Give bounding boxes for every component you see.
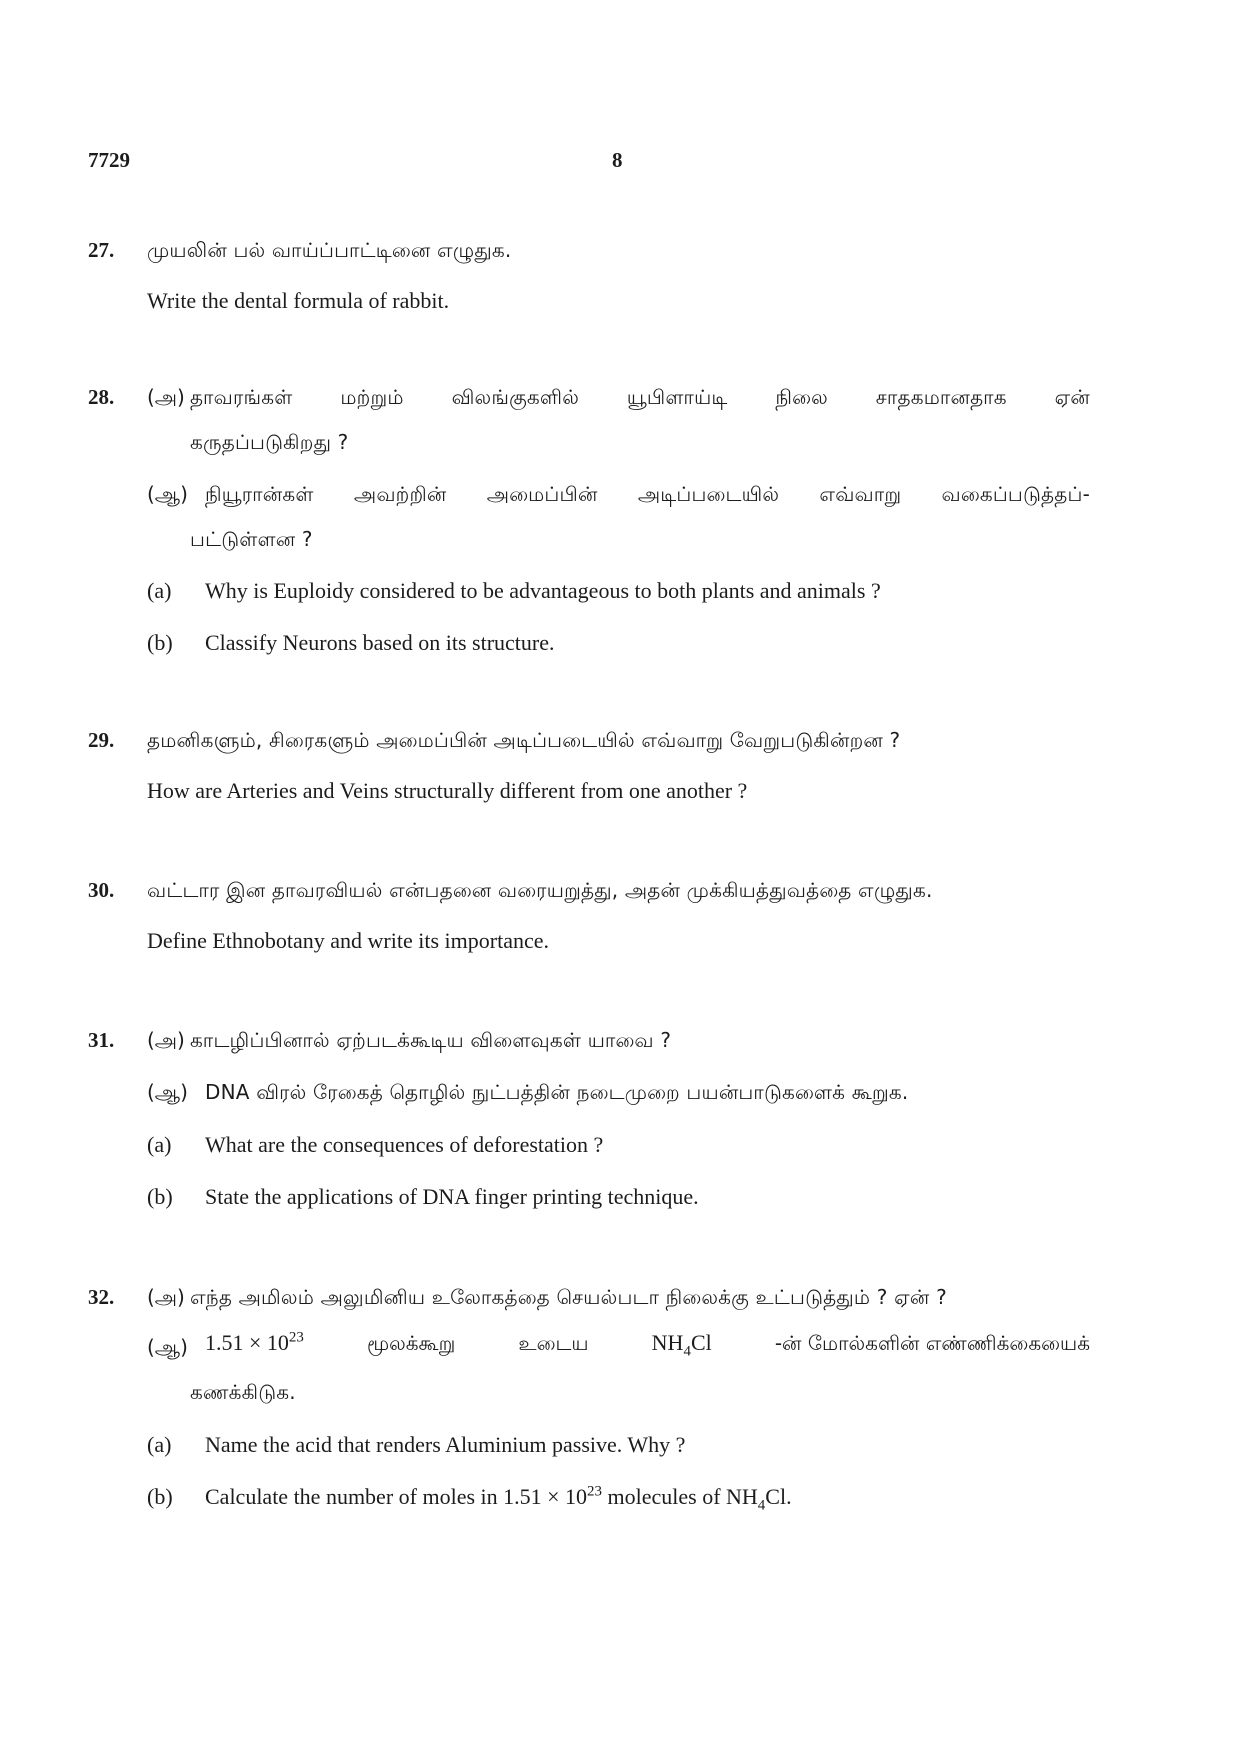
q32-ta-a: எந்த அமிலம் அலுமினிய உலோகத்தை செயல்படா நிலைக்கு உட்படுத்தும் ? ஏன் ? [190, 1285, 947, 1309]
q28-ta-b-line2: பட்டுள்ளன ? [190, 527, 313, 551]
q31-ta-a-label: (அ) [147, 1028, 185, 1052]
q29-english: How are Arteries and Veins structurally different from one another ? [147, 778, 748, 803]
q28-ta-b-label: (ஆ) [147, 482, 188, 506]
q32-ta-b-word1: மூலக்கூறு [366, 1331, 456, 1355]
q31-ta-b-label: (ஆ) [147, 1080, 188, 1104]
page-number: 8 [612, 148, 623, 172]
q32-ta-a-label: (அ) [147, 1285, 185, 1309]
q29-tamil: தமனிகளும், சிரைகளும் அமைப்பின் அடிப்படையில் எவ்வாறு வேறுபடுகின்றன ? [147, 728, 901, 752]
q28-en-b-label: (b) [147, 630, 173, 655]
q28-ta-a-line2: கருதப்படுகிறது ? [190, 430, 349, 454]
q32-en-b: Calculate the number of moles in $1.51 \times 10^{23}$ molecules of $NH_4Cl$. [205, 1483, 792, 1514]
q32-ta-b-word2: உடைய [518, 1331, 589, 1355]
q32-ta-b-label: (ஆ) [147, 1335, 188, 1359]
q28-ta-a-label: (அ) [147, 385, 185, 409]
q32-en-a: Name the acid that renders Aluminium passive. Why ? [205, 1432, 686, 1457]
q32-ta-b-line2: கணக்கிடுக. [190, 1380, 296, 1404]
q31-ta-b: DNA விரல் ரேகைத் தொழில் நுட்பத்தின் நடைமுறை பயன்பாடுகளைக் கூறுக. [205, 1080, 909, 1104]
q32-ta-b-line1 [205, 1330, 1090, 1358]
q28-ta-b-line1: நியூரான்கள் அவற்றின் அமைப்பின் அடிப்படையில் எவ்வாறு வகைப்படுத்தப்- [205, 482, 1090, 506]
q32-ta-b-formula: $NH_4Cl$ [651, 1330, 712, 1360]
q32-en-a-label: (a) [147, 1432, 172, 1457]
q27-english: Write the dental formula of rabbit. [147, 288, 450, 313]
q28-en-a-label: (a) [147, 578, 172, 603]
question-number-29: 29. [88, 728, 115, 752]
q27-tamil: முயலின் பல் வாய்ப்பாட்டினை எழுதுக. [147, 238, 512, 262]
paper-code: 7729 [88, 148, 130, 172]
q31-ta-a: காடழிப்பினால் ஏற்படக்கூடிய விளைவுகள் யாவை ? [190, 1028, 672, 1052]
q31-en-b: State the applications of DNA finger printing technique. [205, 1184, 699, 1209]
question-number-27: 27. [88, 238, 115, 262]
q32-ta-b-tail: -ன் மோல்களின் எண்ணிக்கையைக் [774, 1331, 1090, 1355]
q30-tamil: வட்டார இன தாவரவியல் என்பதனை வரையறுத்து, அதன் முக்கியத்துவத்தை எழுதுக. [147, 878, 933, 902]
question-number-31: 31. [88, 1028, 115, 1052]
q28-en-b: Classify Neurons based on its structure. [205, 630, 555, 655]
q32-ta-b-quantity: $1.51 \times 10^{23}$ [205, 1329, 304, 1355]
q30-english: Define Ethnobotany and write its importance. [147, 928, 549, 953]
question-number-28: 28. [88, 385, 115, 409]
q28-ta-a-line1: தாவரங்கள் மற்றும் விலங்குகளில் யூபிளாய்டி நிலை சாதகமானதாக ஏன் [190, 385, 1090, 409]
question-number-30: 30. [88, 878, 115, 902]
q28-en-a: Why is Euploidy considered to be advantageous to both plants and animals ? [205, 578, 881, 603]
question-number-32: 32. [88, 1285, 115, 1309]
q32-en-b-label: (b) [147, 1484, 173, 1509]
q31-en-a: What are the consequences of deforestation ? [205, 1132, 604, 1157]
q31-en-b-label: (b) [147, 1184, 173, 1209]
q31-en-a-label: (a) [147, 1132, 172, 1157]
